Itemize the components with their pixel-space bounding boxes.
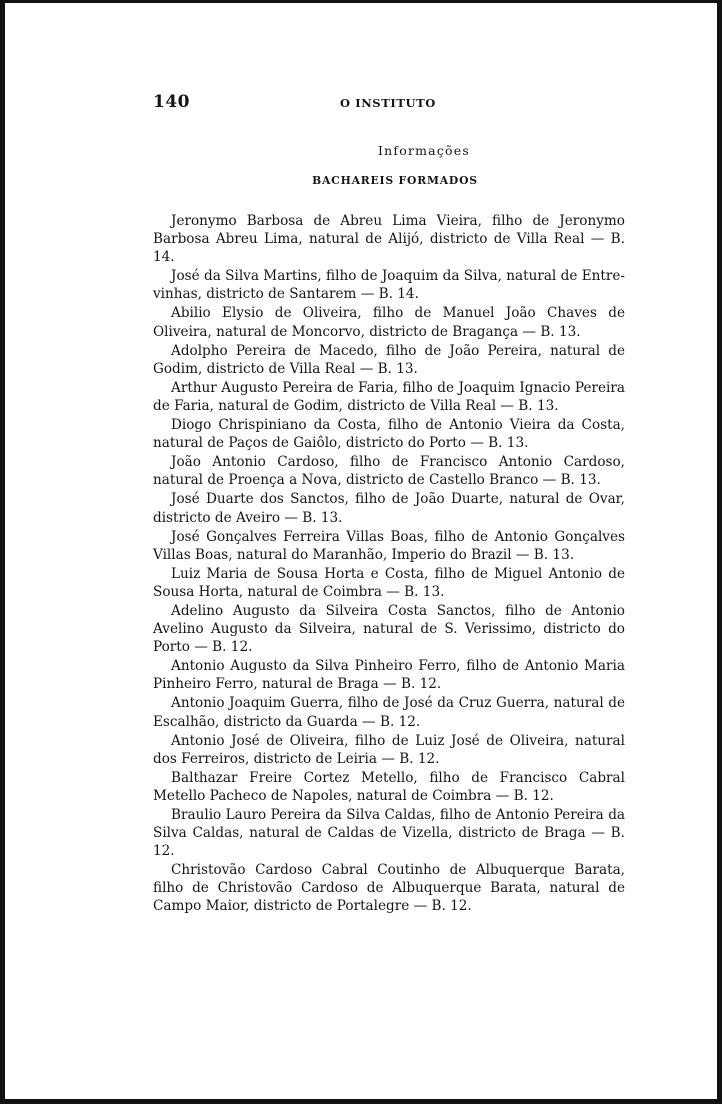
- graduate-entry: João Antonio Cardoso, filho de Francisco Antonio Cardoso, natural de Proença a Nova, districto de Castello Branco — B. 13.: [153, 454, 625, 489]
- running-title: O INSTITUTO: [340, 96, 436, 110]
- graduate-entry: Adolpho Pereira de Macedo, filho de João Pereira, natural de Godim, districto de Villa Real — B. 13.: [153, 342, 625, 377]
- graduate-entry: Arthur Augusto Pereira de Faria, filho de Joaquim Ignacio Pereira de Faria, natural de Godim, districto de Villa Real — B. 13.: [153, 379, 625, 414]
- page-header: [153, 92, 625, 114]
- graduate-entry: José Duarte dos Sanctos, filho de João Duarte, natural de Ovar, districto de Aveiro — B. 13.: [153, 491, 625, 526]
- graduate-entry: Christovão Cardoso Cabral Coutinho de Albuquerque Barata, filho de Christovão Cardoso de Albuquerque Barata, natural de Campo Maior, districto de Portalegre — B. 12.: [153, 862, 625, 915]
- section-title: Informações: [378, 143, 470, 158]
- graduate-entry: Adelino Augusto da Silveira Costa Sanctos, filho de Antonio Avelino Augusto da Silveira, natural de S. Verissimo, districto do Porto — B. 12.: [153, 602, 625, 656]
- graduate-list: [153, 212, 625, 916]
- graduate-entry: José da Silva Martins, filho de Joaquim da Silva, natural de Entre-vinhas, districto de Santarem — B. 14.: [153, 268, 625, 303]
- graduate-entry: José Gonçalves Ferreira Villas Boas, filho de Antonio Gonçalves Villas Boas, natural do Maranhão, Imperio do Brazil — B. 13.: [153, 528, 625, 563]
- graduate-entry: Luiz Maria de Sousa Horta e Costa, filho de Miguel Antonio de Sousa Horta, natural de Coimbra — B. 13.: [153, 565, 625, 600]
- document-page: [153, 92, 625, 917]
- graduate-entry: Antonio Joaquim Guerra, filho de José da Cruz Guerra, natural de Escalhão, districto da Guarda — B. 12.: [153, 695, 625, 730]
- graduate-entry: Antonio Augusto da Silva Pinheiro Ferro, filho de Antonio Maria Pinheiro Ferro, natural de Braga — B. 12.: [153, 658, 625, 693]
- graduate-entry: Abilio Elysio de Oliveira, filho de Manuel João Chaves de Oliveira, natural de Moncorvo, districto de Bragança — B. 13.: [153, 305, 625, 340]
- graduate-entry: Antonio José de Oliveira, filho de Luiz José de Oliveira, natural dos Ferreiros, districto de Leiria — B. 12.: [153, 732, 625, 767]
- graduate-entry: Balthazar Freire Cortez Metello, filho de Francisco Cabral Metello Pacheco de Napoles, natural de Coimbra — B. 12.: [153, 769, 625, 804]
- page-number: 140: [153, 92, 190, 112]
- subsection-title: BACHAREIS FORMADOS: [312, 174, 478, 187]
- graduate-entry: Jeronymo Barbosa de Abreu Lima Vieira, filho de Jeronymo Barbosa Abreu Lima, natural de Alijó, districto de Villa Real — B. 14.: [153, 213, 625, 266]
- graduate-entry: Diogo Chrispiniano da Costa, filho de Antonio Vieira da Costa, natural de Paços de Gaiôlo, districto do Porto — B. 13.: [153, 417, 625, 452]
- graduate-entry: Braulio Lauro Pereira da Silva Caldas, filho de Antonio Pereira da Silva Caldas, natural de Caldas de Vizella, districto de Braga — B. 12.: [153, 807, 625, 860]
